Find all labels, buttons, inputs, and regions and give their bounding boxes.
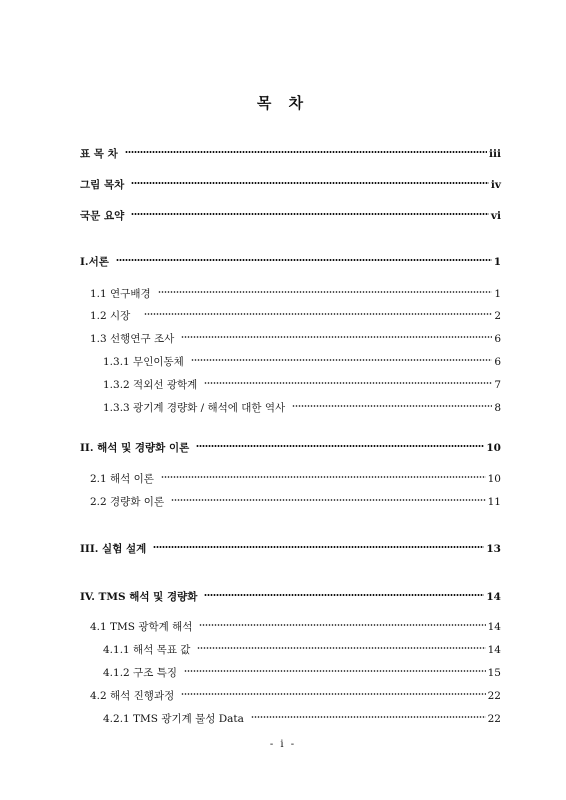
toc-entry-label: 4.1.1 해석 목표 값 [103, 644, 191, 656]
leader-dots [125, 141, 487, 157]
toc-entry-page: 6 [494, 333, 501, 345]
toc-entry-page: 6 [494, 356, 501, 368]
leader-dots [196, 435, 484, 451]
toc-entry-page: vi [490, 210, 501, 222]
toc-entry-page: 22 [487, 690, 501, 702]
toc-entry-page: iv [490, 179, 501, 191]
toc-entry-4-2[interactable] [90, 683, 501, 702]
toc-entry-page: 13 [486, 543, 501, 555]
toc-entry-label: 1.2 시장 [90, 310, 131, 322]
toc-entry-label: 4.2.1 TMS 광기계 물성 Data [103, 713, 244, 725]
toc-entry-page: 14 [487, 621, 501, 633]
leader-dots [144, 303, 492, 319]
toc-entry-chapter-4[interactable] [80, 584, 501, 603]
toc-entry-label: 4.1.2 구조 특징 [103, 667, 177, 679]
leader-dots [191, 349, 493, 365]
toc-entry-label: 1.3.3 광기계 경량화 / 해석에 대한 역사 [103, 402, 286, 414]
toc-entry-label: 1.3.1 무인이동체 [103, 356, 184, 368]
toc-entry-1-3-2[interactable] [103, 372, 501, 391]
toc-entry-page: 15 [487, 667, 501, 679]
leader-dots [131, 203, 489, 219]
toc-entry-label: 2.2 경량화 이론 [90, 496, 165, 508]
toc-entry-page: 7 [494, 379, 501, 391]
toc-entry-page: 10 [487, 473, 501, 485]
leader-dots [251, 706, 486, 722]
toc-entry-label: 4.1 TMS 광학계 해석 [90, 621, 193, 633]
toc-entry-page: 11 [487, 496, 501, 508]
toc-entry-page: 10 [486, 442, 501, 454]
toc-entry-2-2[interactable] [90, 489, 501, 508]
toc-entry-label: II. 해석 및 경량화 이론 [80, 442, 190, 454]
leader-dots [153, 536, 484, 552]
toc-entry-1-1[interactable] [90, 281, 501, 300]
toc-entry-label: 2.1 해석 이론 [90, 473, 154, 485]
leader-dots [184, 660, 486, 676]
toc-entry-chapter-3[interactable] [80, 536, 501, 555]
page-title: 목 차 [256, 94, 310, 112]
toc-entry-1-2[interactable] [90, 303, 501, 322]
toc-entry-chapter-2[interactable] [80, 435, 501, 454]
toc-entry-label: 1.1 연구배경 [90, 288, 151, 300]
leader-dots [158, 281, 493, 297]
leader-dots [199, 614, 485, 630]
toc-entry-page: 14 [487, 644, 501, 656]
toc-entry-page: 2 [494, 310, 501, 322]
leader-dots [181, 326, 492, 342]
toc-entry-2-1[interactable] [90, 466, 501, 485]
toc-entry-label: 4.2 해석 진행과정 [90, 690, 175, 702]
toc-entry-label: 1.3.2 적외선 광학계 [103, 379, 198, 391]
toc-entry-4-1-1[interactable] [103, 637, 501, 656]
leader-dots [161, 466, 486, 482]
leader-dots [131, 172, 489, 188]
leader-dots [197, 637, 485, 653]
toc-entry-4-2-1[interactable] [103, 706, 501, 725]
toc-entry-label: 국문 요약 [80, 210, 125, 222]
toc-entry-label: I.서론 [80, 256, 109, 268]
toc-entry-page: 14 [486, 591, 501, 603]
toc-entry-list-of-figures[interactable] [80, 172, 501, 191]
toc-entry-page: iii [489, 148, 501, 160]
toc-entry-1-3-1[interactable] [103, 349, 501, 368]
toc-entry-1-3[interactable] [90, 326, 501, 345]
toc-entry-korean-abstract[interactable] [80, 203, 501, 222]
toc-entry-list-of-tables[interactable] [80, 141, 501, 160]
leader-dots [204, 584, 484, 600]
toc-entry-label: 1.3 선행연구 조사 [90, 333, 175, 345]
toc-entry-label: IV. TMS 해석 및 경량화 [80, 591, 198, 603]
toc-entry-page: 22 [487, 713, 501, 725]
toc-entry-4-1-2[interactable] [103, 660, 501, 679]
toc-entry-page: 1 [493, 256, 501, 268]
toc-entry-page: 1 [494, 288, 501, 300]
toc-entry-page: 8 [494, 402, 501, 414]
leader-dots [181, 683, 485, 699]
toc-entry-label: 표 목 차 [80, 148, 118, 160]
leader-dots [204, 372, 492, 388]
toc-entry-label: III. 실험 설계 [80, 543, 147, 555]
leader-dots [116, 249, 492, 265]
toc-entry-4-1[interactable] [90, 614, 501, 633]
toc-entry-label: 그림 목차 [80, 179, 125, 191]
leader-dots [171, 489, 486, 505]
toc-entry-chapter-1[interactable] [80, 249, 501, 268]
leader-dots [292, 395, 492, 411]
toc-entry-1-3-3[interactable] [103, 395, 501, 414]
page-number-footer: - i - [269, 739, 297, 750]
